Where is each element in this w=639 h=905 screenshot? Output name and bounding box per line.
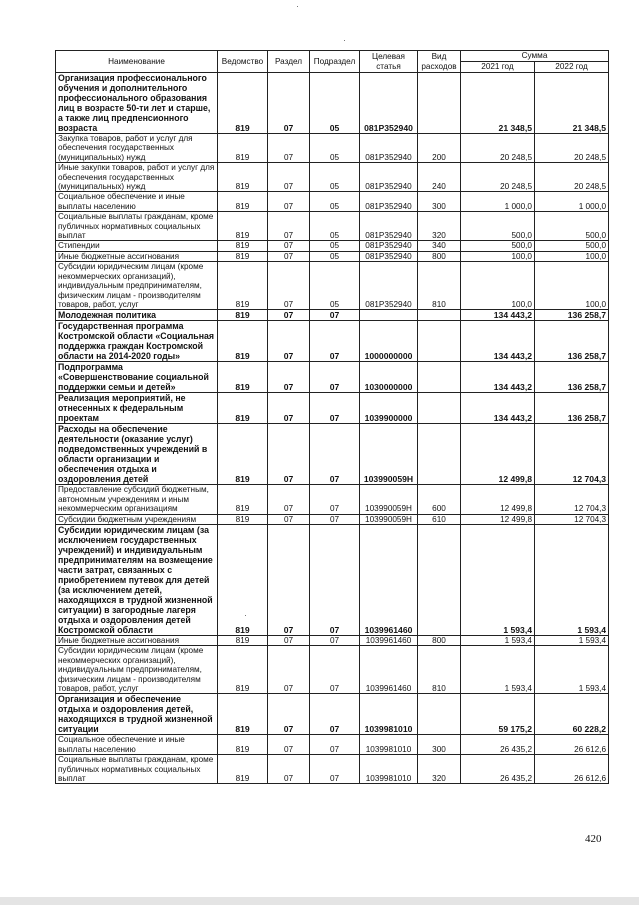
cell-cel: 081P352940 — [360, 134, 418, 163]
cell-ved: 819 — [218, 755, 268, 784]
cell-name: Реализация мероприятий, не отнесенных к федеральным проектам — [56, 393, 218, 424]
cell-cel: 1030000000 — [360, 362, 418, 393]
table-row — [56, 485, 609, 514]
cell-s2022: 21 348,5 — [535, 73, 609, 134]
table-row — [56, 212, 609, 241]
cell-raz: 07 — [268, 755, 310, 784]
cell-name: Субсидии юридическим лицам (кроме некоммерческих организаций), индивидуальным предпринимателям, физическим лицам - производителям товаров, работ, услуг — [56, 262, 218, 310]
cell-ved: 819 — [218, 646, 268, 694]
cell-raz: 07 — [268, 424, 310, 485]
cell-cel: 103990059Н — [360, 514, 418, 524]
cell-s2022: 20 248,5 — [535, 134, 609, 163]
cell-raz: 07 — [268, 524, 310, 635]
cell-cel: 103990059Н — [360, 424, 418, 485]
cell-name: Стипендии — [56, 241, 218, 251]
cell-s2021: 59 175,2 — [461, 694, 535, 735]
cell-s2021: 20 248,5 — [461, 134, 535, 163]
table-row — [56, 635, 609, 645]
cell-cel: 1039981010 — [360, 755, 418, 784]
cell-pod: 07 — [310, 755, 360, 784]
cell-ved: 819 — [218, 424, 268, 485]
cell-s2022: 1 593,4 — [535, 635, 609, 645]
cell-vid: 320 — [418, 755, 461, 784]
cell-s2021: 26 435,2 — [461, 755, 535, 784]
cell-raz: 07 — [268, 635, 310, 645]
cell-vid: 320 — [418, 212, 461, 241]
cell-vid: 800 — [418, 251, 461, 261]
table-row — [56, 524, 609, 635]
cell-name: Социальное обеспечение и иные выплаты населению — [56, 192, 218, 212]
cell-pod: 07 — [310, 393, 360, 424]
cell-ved: 819 — [218, 212, 268, 241]
cell-raz: 07 — [268, 192, 310, 212]
cell-s2021: 100,0 — [461, 262, 535, 310]
cell-ved: 819 — [218, 321, 268, 362]
cell-pod: 05 — [310, 251, 360, 261]
cell-vid — [418, 694, 461, 735]
cell-s2021: 500,0 — [461, 212, 535, 241]
cell-s2022: 60 228,2 — [535, 694, 609, 735]
cell-s2022: 500,0 — [535, 212, 609, 241]
cell-cel: 081P352940 — [360, 251, 418, 261]
cell-cel: 081P352940 — [360, 73, 418, 134]
cell-cel: 081P352940 — [360, 192, 418, 212]
cell-s2021: 100,0 — [461, 251, 535, 261]
cell-pod: 07 — [310, 514, 360, 524]
cell-s2022: 136 258,7 — [535, 321, 609, 362]
cell-vid — [418, 73, 461, 134]
cell-raz: 07 — [268, 393, 310, 424]
header-razdel: Раздел — [268, 51, 310, 73]
table-row — [56, 251, 609, 261]
cell-s2022: 1 000,0 — [535, 192, 609, 212]
cell-cel: 081P352940 — [360, 212, 418, 241]
cell-raz: 07 — [268, 485, 310, 514]
table-row — [56, 362, 609, 393]
cell-s2021: 12 499,8 — [461, 424, 535, 485]
cell-vid — [418, 393, 461, 424]
cell-vid: 240 — [418, 163, 461, 192]
cell-raz: 07 — [268, 212, 310, 241]
cell-raz: 07 — [268, 735, 310, 755]
cell-name: Закупка товаров, работ и услуг для обеспечения государственных (муниципальных) нужд — [56, 134, 218, 163]
cell-ved: 819 — [218, 241, 268, 251]
cell-vid: 610 — [418, 514, 461, 524]
cell-vid: 300 — [418, 735, 461, 755]
cell-raz: 07 — [268, 694, 310, 735]
cell-s2021: 1 000,0 — [461, 192, 535, 212]
cell-ved: 819 — [218, 485, 268, 514]
cell-pod: 07 — [310, 694, 360, 735]
cell-name: Государственная программа Костромской области «Социальная поддержка граждан Костромской области на 2014-2020 годы» — [56, 321, 218, 362]
cell-name: Социальные выплаты гражданам, кроме публичных нормативных социальных выплат — [56, 212, 218, 241]
cell-name: Социальные выплаты гражданам, кроме публичных нормативных социальных выплат — [56, 755, 218, 784]
cell-pod: 05 — [310, 163, 360, 192]
cell-ved: 819 — [218, 635, 268, 645]
cell-vid: 800 — [418, 635, 461, 645]
cell-vid: 300 — [418, 192, 461, 212]
cell-s2022: 500,0 — [535, 241, 609, 251]
table-row — [56, 262, 609, 310]
cell-s2021: 21 348,5 — [461, 73, 535, 134]
cell-s2021: 500,0 — [461, 241, 535, 251]
table-row — [56, 241, 609, 251]
cell-s2021: 134 443,2 — [461, 362, 535, 393]
header-podrazdel: Подраздел — [310, 51, 360, 73]
cell-s2021: 26 435,2 — [461, 735, 535, 755]
cell-pod: 07 — [310, 646, 360, 694]
cell-name: Субсидии юридическим лицам (за исключением государственных учреждений) и индивидуальным предпринимателям на возмещение части затрат, связанных с приобретением путевок для детей (за исключением детей, находящихся в трудной жизненной ситуации) в загородные лагеря отдыха и оздоровления детей Костромской области — [56, 524, 218, 635]
cell-raz: 07 — [268, 134, 310, 163]
cell-ved: 819 — [218, 192, 268, 212]
cell-s2022: 136 258,7 — [535, 393, 609, 424]
cell-cel: 1039981010 — [360, 735, 418, 755]
cell-vid: 600 — [418, 485, 461, 514]
cell-ved: 819 — [218, 393, 268, 424]
cell-s2022: 12 704,3 — [535, 424, 609, 485]
cell-s2021: 134 443,2 — [461, 310, 535, 321]
cell-raz: 07 — [268, 241, 310, 251]
cell-s2021: 12 499,8 — [461, 514, 535, 524]
cell-vid — [418, 524, 461, 635]
header-vedomstvo: Ведомство — [218, 51, 268, 73]
cell-pod: 05 — [310, 212, 360, 241]
cell-ved: 819 — [218, 262, 268, 310]
cell-s2022: 12 704,3 — [535, 514, 609, 524]
header-2022: 2022 год — [535, 62, 609, 73]
cell-vid — [418, 321, 461, 362]
cell-cel: 1000000000 — [360, 321, 418, 362]
budget-table — [55, 50, 609, 784]
cell-name: Молодежная политика — [56, 310, 218, 321]
cell-pod: 07 — [310, 362, 360, 393]
cell-ved: 819 — [218, 134, 268, 163]
header-name: Наименование — [56, 51, 218, 73]
cell-pod: 07 — [310, 635, 360, 645]
cell-cel — [360, 310, 418, 321]
cell-raz: 07 — [268, 73, 310, 134]
header-celevaya: Целевая статья — [360, 51, 418, 73]
cell-raz: 07 — [268, 646, 310, 694]
cell-name: Организация профессионального обучения и дополнительного профессионального образования лиц в возрасте 50-ти лет и старше, а также лиц предпенсионного возраста — [56, 73, 218, 134]
cell-name: Расходы на обеспечение деятельности (оказание услуг) подведомственных учреждений в области организации и обеспечения отдыха и оздоровления детей — [56, 424, 218, 485]
cell-s2021: 12 499,8 — [461, 485, 535, 514]
table-row — [56, 73, 609, 134]
cell-raz: 07 — [268, 514, 310, 524]
cell-raz: 07 — [268, 362, 310, 393]
cell-vid: 810 — [418, 262, 461, 310]
cell-cel: 081P352940 — [360, 241, 418, 251]
cell-ved: 819 — [218, 524, 268, 635]
cell-s2021: 20 248,5 — [461, 163, 535, 192]
cell-cel: 081P352940 — [360, 163, 418, 192]
table-row — [56, 393, 609, 424]
cell-s2022: 136 258,7 — [535, 362, 609, 393]
cell-name: Предоставление субсидий бюджетным, автономным учреждениям и иным некоммерческим организациям — [56, 485, 218, 514]
table-row — [56, 134, 609, 163]
cell-ved: 819 — [218, 310, 268, 321]
cell-ved: 819 — [218, 362, 268, 393]
cell-raz: 07 — [268, 251, 310, 261]
cell-cel: 1039961460 — [360, 646, 418, 694]
cell-ved: 819 — [218, 514, 268, 524]
cell-s2022: 1 593,4 — [535, 646, 609, 694]
cell-raz: 07 — [268, 262, 310, 310]
cell-s2021: 134 443,2 — [461, 393, 535, 424]
table-row — [56, 694, 609, 735]
cell-s2021: 1 593,4 — [461, 646, 535, 694]
table-row — [56, 514, 609, 524]
cell-ved: 819 — [218, 73, 268, 134]
cell-s2021: 1 593,4 — [461, 635, 535, 645]
cell-name: Подпрограмма «Совершенствование социальной поддержки семьи и детей» — [56, 362, 218, 393]
cell-name: Иные закупки товаров, работ и услуг для обеспечения государственных (муниципальных) нужд — [56, 163, 218, 192]
cell-pod: 07 — [310, 524, 360, 635]
cell-cel: 103990059Н — [360, 485, 418, 514]
cell-pod: 07 — [310, 424, 360, 485]
cell-ved: 819 — [218, 694, 268, 735]
cell-pod: 05 — [310, 241, 360, 251]
cell-pod: 05 — [310, 192, 360, 212]
header-vid: Вид расходов — [418, 51, 461, 73]
cell-s2022: 100,0 — [535, 251, 609, 261]
cell-pod: 07 — [310, 735, 360, 755]
cell-raz: 07 — [268, 321, 310, 362]
cell-pod: 05 — [310, 134, 360, 163]
cell-s2022: 26 612,6 — [535, 755, 609, 784]
cell-cel: 1039961460 — [360, 524, 418, 635]
cell-raz: 07 — [268, 310, 310, 321]
cell-pod: 07 — [310, 321, 360, 362]
cell-name: Социальное обеспечение и иные выплаты населению — [56, 735, 218, 755]
cell-s2021: 1 593,4 — [461, 524, 535, 635]
table-row — [56, 310, 609, 321]
cell-cel: 1039981010 — [360, 694, 418, 735]
cell-s2022: 26 612,6 — [535, 735, 609, 755]
cell-name: Иные бюджетные ассигнования — [56, 251, 218, 261]
cell-pod: 05 — [310, 73, 360, 134]
cell-s2022: 20 248,5 — [535, 163, 609, 192]
cell-cel: 081P352940 — [360, 262, 418, 310]
cell-vid: 810 — [418, 646, 461, 694]
cell-pod: 07 — [310, 310, 360, 321]
cell-vid: 340 — [418, 241, 461, 251]
cell-vid — [418, 424, 461, 485]
cell-ved: 819 — [218, 251, 268, 261]
cell-pod: 05 — [310, 262, 360, 310]
table-row — [56, 424, 609, 485]
table-row — [56, 163, 609, 192]
cell-raz: 07 — [268, 163, 310, 192]
cell-vid — [418, 310, 461, 321]
cell-ved: 819 — [218, 735, 268, 755]
header-summa: Сумма — [461, 51, 609, 62]
cell-vid — [418, 362, 461, 393]
header-2021: 2021 год — [461, 62, 535, 73]
cell-vid: 200 — [418, 134, 461, 163]
table-body — [56, 73, 609, 784]
cell-s2022: 136 258,7 — [535, 310, 609, 321]
cell-s2021: 134 443,2 — [461, 321, 535, 362]
cell-cel: 1039961460 — [360, 635, 418, 645]
cell-s2022: 12 704,3 — [535, 485, 609, 514]
table-row — [56, 735, 609, 755]
scan-edge — [0, 897, 639, 905]
budget-table-container — [55, 50, 608, 784]
cell-name: Субсидии юридическим лицам (кроме некоммерческих организаций), индивидуальным предпринимателям, физическим лицам - производителям товаров, работ, услуг — [56, 646, 218, 694]
cell-s2022: 100,0 — [535, 262, 609, 310]
cell-name: Организация и обеспечение отдыха и оздоровления детей, находящихся в трудной жизненной ситуации — [56, 694, 218, 735]
cell-cel: 1039900000 — [360, 393, 418, 424]
cell-ved: 819 — [218, 163, 268, 192]
table-row — [56, 646, 609, 694]
table-row — [56, 192, 609, 212]
table-row — [56, 321, 609, 362]
table-row — [56, 755, 609, 784]
cell-name: Иные бюджетные ассигнования — [56, 635, 218, 645]
cell-name: Субсидии бюджетным учреждениям — [56, 514, 218, 524]
page-number: 420 — [585, 833, 602, 845]
cell-pod: 07 — [310, 485, 360, 514]
cell-s2022: 1 593,4 — [535, 524, 609, 635]
